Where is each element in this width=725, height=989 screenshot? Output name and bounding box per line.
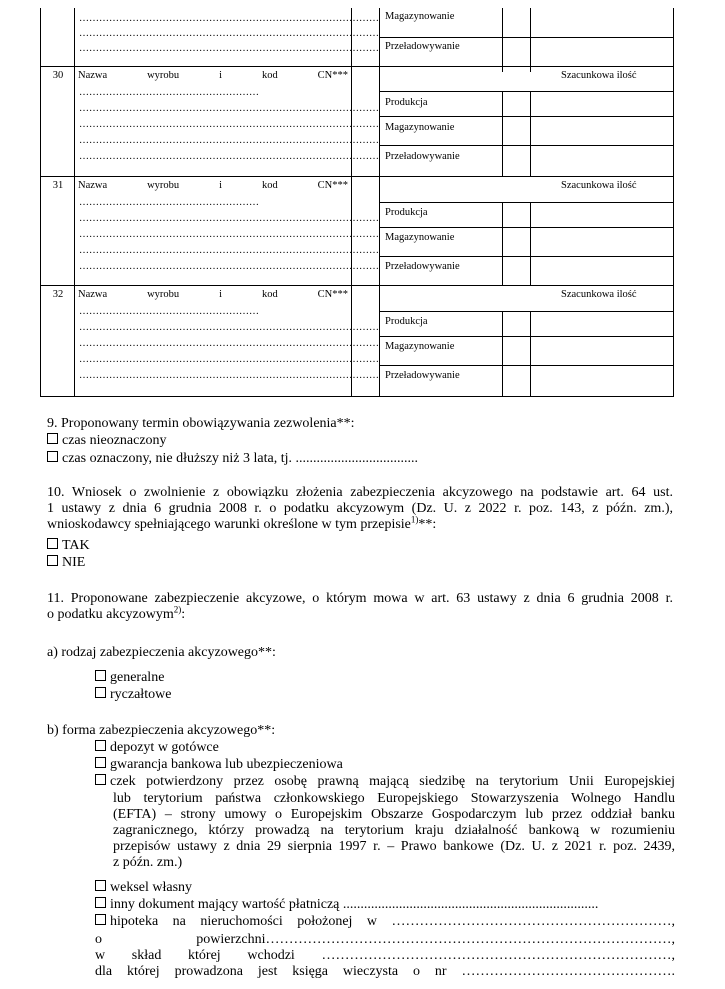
activity-label: Przeładowywanie [385,41,460,52]
option-lump-sum[interactable]: ryczałtowe [95,687,171,703]
fill-line: ……………………………………………………………………………… [79,261,379,272]
fill-line: ……………………………………………………………………………… [79,213,379,224]
estimate-label: Szacunkowa ilość [561,70,637,81]
option-own-bill[interactable]: weksel własny [95,880,192,896]
fill-line: ……………………………………………………………………………… [79,322,379,333]
option-indefinite[interactable]: czas nieoznaczony [47,433,167,449]
fill-line: ……………………………………………………………………………… [79,370,379,381]
option-mortgage[interactable]: hipoteka na nieruchomości położonej w ……………………………………………………, [95,914,675,930]
fill-line: ……………………………………………………………………………… [79,13,379,24]
estimate-label: Szacunkowa ilość [561,289,637,300]
checkbox[interactable] [95,914,106,925]
checkbox[interactable] [47,451,58,462]
fill-line: ……………………………………………………………………………… [79,135,379,146]
activity-label: Magazynowanie [385,341,455,352]
option-certified-cheque[interactable]: czek potwierdzony przez osobę prawną mającą siedzibę na terytorium Unii Europejskiej [95,774,675,790]
product-name-label: Nazwa wyrobu i kod CN*** [78,180,348,191]
checkbox[interactable] [95,897,106,908]
products-table [40,8,674,397]
fill-line: ……………………………………………………………………………… [79,229,379,240]
row-number: 30 [52,70,64,81]
activity-label: Magazynowanie [385,232,455,243]
fill-line: ……………………………………………… [79,197,259,208]
fill-line: ……………………………………………………………………………… [79,338,379,349]
fill-line: ……………………………………………………………………………… [79,151,379,162]
option-guarantee[interactable]: gwarancja bankowa lub ubezpieczeniowa [95,757,343,773]
product-name-label: Nazwa wyrobu i kod CN*** [78,289,348,300]
section11-text: 11. Proponowane zabezpieczenie akcyzowe, o którym mowa w art. 63 ustawy z dnia 6 grudnia 2008 r. o podatku akcyzowym$^{2)}$: [47,591,673,622]
checkbox[interactable] [95,880,106,891]
option-yes[interactable]: TAK [47,538,90,554]
option-no[interactable]: NIE [47,555,85,571]
fill-line: ……………………………………………… [79,87,259,98]
section11b-title: b) forma zabezpieczenia akcyzowego**: [47,723,276,738]
section11a-title: a) rodzaj zabezpieczenia akcyzowego**: [47,645,276,660]
activity-label: Magazynowanie [385,11,455,22]
activity-label: Przeładowywanie [385,151,460,162]
product-name-label: Nazwa wyrobu i kod CN*** [78,70,348,81]
activity-label: Przeładowywanie [385,261,460,272]
fill-line: ……………………………………………………………………………… [79,28,379,39]
checkbox[interactable] [95,740,106,751]
checkbox[interactable] [47,555,58,566]
section10-text: 10. Wniosek o zwolnienie z obowiązku złożenia zabezpieczenia akcyzowego na podstawie art. 64 ust. 1 ustawy z dnia 6 grudnia 2008 r. o podatku akcyzowym (Dz. U. z 2022 r. poz. 143, z późn. zm.), wnioskodawcy spełniającego warunki określone w tym przepisie$^{1)}$**: [47,485,673,532]
checkbox[interactable] [95,774,106,785]
checkbox[interactable] [95,757,106,768]
fill-line: ……………………………………………………………………………… [79,103,379,114]
mortgage-details: o powierzchni……………………………………………………………………………, w skład której wchodzi …………………………………………………………………, dla której prowadzona jest księga wieczysta o nr ………………………………………. [95,932,675,979]
activity-label: Produkcja [385,207,428,218]
row-number: 31 [52,180,64,191]
checkbox[interactable] [47,433,58,444]
checkbox[interactable] [47,538,58,549]
estimate-label: Szacunkowa ilość [561,180,637,191]
activity-label: Magazynowanie [385,122,455,133]
option-general[interactable]: generalne [95,670,164,686]
option-cash-deposit[interactable]: depozyt w gotówce [95,740,219,756]
option-definite[interactable]: czas oznaczony, nie dłuższy niż 3 lata, tj. ................................... [47,451,418,467]
activity-label: Produkcja [385,97,428,108]
fill-line: ……………………………………………………………………………… [79,245,379,256]
checkbox[interactable] [95,670,106,681]
certified-cheque-text: lub terytorium państwa członkowskiego Europejskiego Stowarzyszenia Wolnego Handlu (EFTA) – strony umowy o Europejskim Obszarze Gospodarczym lub przez oddział banku zagranicznego, którzy prowadzą na terytorium kraju działalność bankową w rozumieniu przepisów ustawy z dnia 29 sierpnia 1997 r. – Prawo bankowe (Dz. U. z 2021 r. poz. 2439, z późn. zm.) [113,791,675,870]
section9-title: 9. Proponowany termin obowiązywania zezwolenia**: [47,416,355,431]
col-divider [502,8,503,72]
fill-line: ……………………………………………………………………………… [79,354,379,365]
fill-line: ……………………………………………………………………………… [79,119,379,130]
col-divider [530,8,531,72]
row-number: 32 [52,289,64,300]
fill-line: ……………………………………………………………………………… [79,43,379,54]
option-other-document[interactable]: inny dokument mający wartość płatniczą ......................................................................... [95,897,598,913]
activity-label: Produkcja [385,316,428,327]
checkbox[interactable] [95,687,106,698]
fill-line: ……………………………………………… [79,306,259,317]
activity-label: Przeładowywanie [385,370,460,381]
